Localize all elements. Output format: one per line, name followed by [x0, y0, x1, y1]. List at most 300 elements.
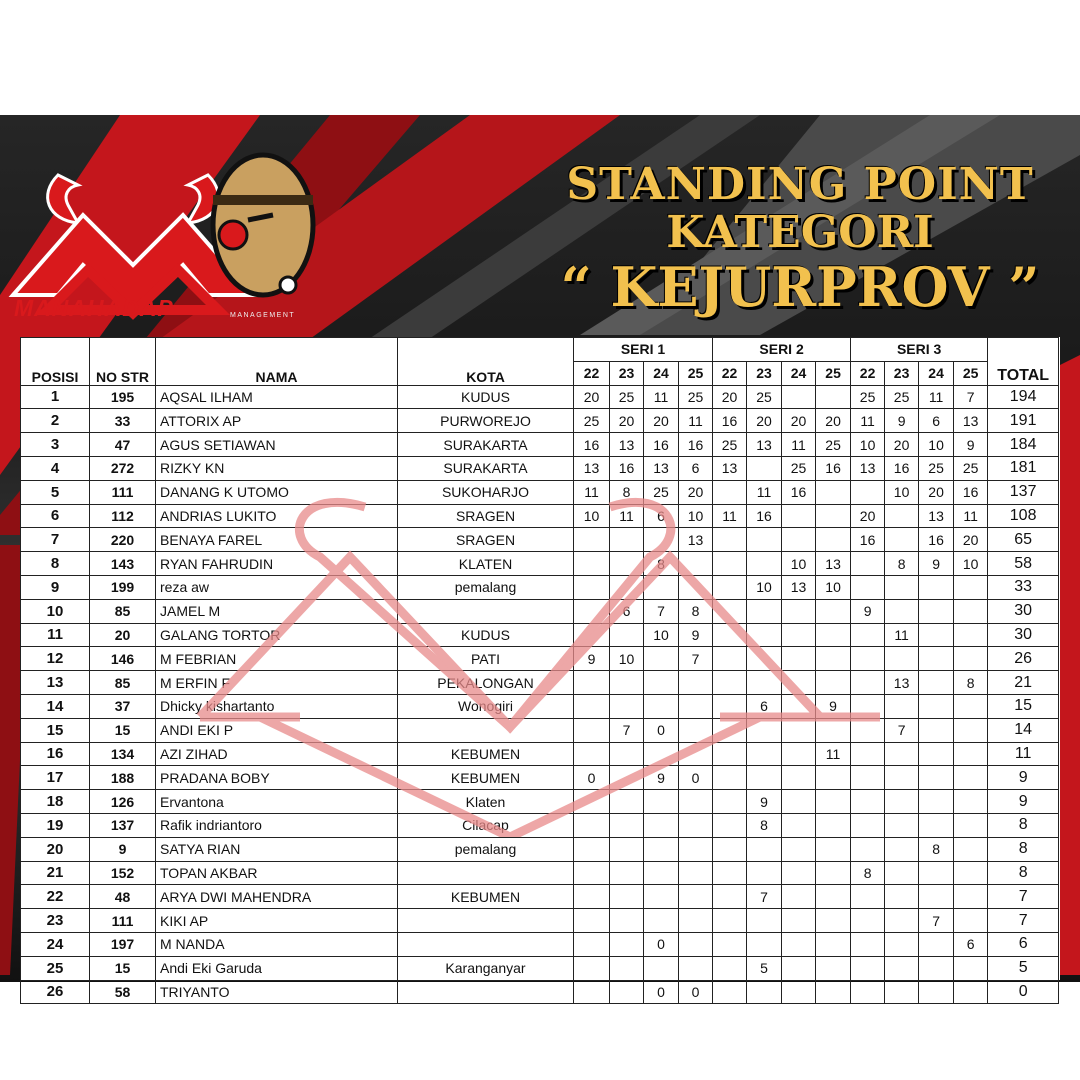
cell-kota: Klaten [398, 790, 574, 814]
cell-score: 20 [954, 528, 988, 552]
table-row [21, 742, 1059, 766]
cell-score [919, 671, 954, 695]
cell-score [851, 813, 885, 837]
cell-score: 8 [610, 480, 644, 504]
cell-posisi: 7 [21, 528, 90, 552]
cell-score [644, 742, 679, 766]
cell-score [885, 932, 919, 956]
cell-score [574, 956, 610, 980]
cell-nama: M NANDA [156, 932, 398, 956]
cell-score [816, 647, 851, 671]
cell-score: 6 [919, 409, 954, 433]
cell-score [851, 956, 885, 980]
cell-score [954, 694, 988, 718]
table-row [21, 647, 1059, 671]
cell-score: 20 [610, 409, 644, 433]
cell-posisi: 3 [21, 433, 90, 457]
cell-score [574, 909, 610, 933]
cell-score [782, 980, 816, 1004]
cell-nama: AZI ZIHAD [156, 742, 398, 766]
table-body [21, 385, 1059, 1004]
cell-score [644, 647, 679, 671]
cell-score [885, 813, 919, 837]
cell-nama: SATYA RIAN [156, 837, 398, 861]
cell-score [816, 671, 851, 695]
cell-score: 9 [885, 409, 919, 433]
cell-nama: KIKI AP [156, 909, 398, 933]
cell-score [713, 742, 747, 766]
cell-total: 9 [988, 766, 1059, 790]
cell-nama: GALANG TORTOR [156, 623, 398, 647]
cell-score [954, 623, 988, 647]
cell-score: 13 [919, 504, 954, 528]
cell-score: 11 [782, 433, 816, 457]
cell-score [574, 599, 610, 623]
cell-posisi: 4 [21, 456, 90, 480]
cell-nama: ATTORIX AP [156, 409, 398, 433]
cell-score [816, 599, 851, 623]
cell-kota: SUKOHARJO [398, 480, 574, 504]
header-seri-2: SERI 2 [713, 338, 851, 362]
cell-kota: pemalang [398, 575, 574, 599]
cell-score [713, 813, 747, 837]
cell-posisi: 18 [21, 790, 90, 814]
cell-total: 30 [988, 623, 1059, 647]
cell-score [919, 861, 954, 885]
header-round: 25 [954, 361, 988, 385]
cell-score [851, 647, 885, 671]
cell-total: 21 [988, 671, 1059, 695]
header-round: 23 [885, 361, 919, 385]
cell-score [782, 909, 816, 933]
cell-score: 10 [574, 504, 610, 528]
cell-score [851, 623, 885, 647]
brand-name: MANAHADAP [14, 295, 174, 321]
cell-total: 9 [988, 790, 1059, 814]
cell-score [816, 861, 851, 885]
cell-score [885, 575, 919, 599]
cell-score: 0 [679, 766, 713, 790]
cell-kota: KUDUS [398, 623, 574, 647]
cell-score [747, 909, 782, 933]
cell-score [713, 790, 747, 814]
cell-total: 7 [988, 885, 1059, 909]
cell-score [713, 575, 747, 599]
cell-kota: KEBUMEN [398, 742, 574, 766]
table-row [21, 980, 1059, 1004]
table-row [21, 528, 1059, 552]
cell-score: 25 [610, 385, 644, 409]
header-seri-1: SERI 1 [574, 338, 713, 362]
cell-score [713, 480, 747, 504]
cell-kota: PEKALONGAN [398, 671, 574, 695]
cell-score: 25 [816, 433, 851, 457]
cell-posisi: 12 [21, 647, 90, 671]
cell-no-str: 47 [90, 433, 156, 457]
cell-score: 11 [644, 385, 679, 409]
cell-score [574, 980, 610, 1004]
cell-score: 11 [574, 480, 610, 504]
cell-score [816, 385, 851, 409]
cell-score: 20 [574, 385, 610, 409]
table-row [21, 409, 1059, 433]
cell-score [885, 837, 919, 861]
cell-score [713, 528, 747, 552]
cell-kota: KEBUMEN [398, 766, 574, 790]
table-row [21, 766, 1059, 790]
cell-posisi: 23 [21, 909, 90, 933]
cell-score: 10 [851, 433, 885, 457]
cell-score [885, 885, 919, 909]
cell-score [747, 861, 782, 885]
table-header [21, 338, 1059, 386]
cell-score [885, 647, 919, 671]
cell-score: 13 [574, 456, 610, 480]
cell-score: 11 [885, 623, 919, 647]
title-line-1: STANDING POINT [566, 159, 1034, 210]
cell-score [644, 671, 679, 695]
cell-score: 9 [574, 647, 610, 671]
cell-score [885, 599, 919, 623]
cell-posisi: 1 [21, 385, 90, 409]
cell-kota: PATI [398, 647, 574, 671]
cell-score [919, 742, 954, 766]
cell-score [574, 885, 610, 909]
header-total: TOTAL [988, 338, 1059, 386]
cell-score [816, 528, 851, 552]
cell-score [782, 385, 816, 409]
cell-total: 11 [988, 742, 1059, 766]
cell-score [851, 742, 885, 766]
cell-score [747, 647, 782, 671]
cell-score [919, 932, 954, 956]
cell-posisi: 11 [21, 623, 90, 647]
cell-score [679, 694, 713, 718]
brand-subtitle: MANAGEMENT [230, 312, 296, 319]
table-row [21, 932, 1059, 956]
cell-score [954, 575, 988, 599]
cell-posisi: 15 [21, 718, 90, 742]
cell-score [679, 790, 713, 814]
cell-total: 7 [988, 909, 1059, 933]
cell-score [919, 718, 954, 742]
cell-score: 16 [747, 504, 782, 528]
cell-score: 13 [851, 456, 885, 480]
table-row [21, 575, 1059, 599]
cell-score: 20 [679, 480, 713, 504]
cell-score [644, 813, 679, 837]
cell-score [747, 623, 782, 647]
cell-score [644, 885, 679, 909]
cell-score [885, 956, 919, 980]
cell-score [574, 790, 610, 814]
cell-score [747, 766, 782, 790]
cell-score: 10 [816, 575, 851, 599]
cell-score [747, 552, 782, 576]
page-title [540, 160, 1060, 318]
cell-nama: reza aw [156, 575, 398, 599]
cell-nama: Andi Eki Garuda [156, 956, 398, 980]
cell-score: 13 [713, 456, 747, 480]
cell-posisi: 14 [21, 694, 90, 718]
cell-no-str: 126 [90, 790, 156, 814]
cell-score: 25 [851, 385, 885, 409]
cell-score [713, 599, 747, 623]
cell-score [954, 861, 988, 885]
cell-score: 16 [885, 456, 919, 480]
cell-score [851, 980, 885, 1004]
cell-score [574, 694, 610, 718]
cell-score [610, 528, 644, 552]
cell-score [816, 766, 851, 790]
header-seri-3: SERI 3 [851, 338, 988, 362]
cell-score [610, 766, 644, 790]
cell-score [574, 718, 610, 742]
cell-score: 11 [713, 504, 747, 528]
cell-total: 184 [988, 433, 1059, 457]
header-round: 24 [919, 361, 954, 385]
cell-score [782, 861, 816, 885]
cell-score: 16 [679, 433, 713, 457]
cell-no-str: 85 [90, 599, 156, 623]
header-round: 22 [574, 361, 610, 385]
cell-score: 10 [610, 647, 644, 671]
cell-nama: TOPAN AKBAR [156, 861, 398, 885]
cell-no-str: 197 [90, 932, 156, 956]
cell-score [885, 909, 919, 933]
cell-score [954, 980, 988, 1004]
cell-score [574, 861, 610, 885]
cell-score: 9 [851, 599, 885, 623]
cell-kota [398, 718, 574, 742]
cell-score [885, 790, 919, 814]
cell-no-str: 58 [90, 980, 156, 1004]
cell-no-str: 111 [90, 909, 156, 933]
cell-score: 7 [954, 385, 988, 409]
cell-score [782, 956, 816, 980]
cell-kota: SURAKARTA [398, 456, 574, 480]
cell-score: 16 [954, 480, 988, 504]
cell-score [644, 528, 679, 552]
cell-score [885, 861, 919, 885]
cell-nama: AGUS SETIAWAN [156, 433, 398, 457]
cell-no-str: 143 [90, 552, 156, 576]
cell-score [782, 599, 816, 623]
cell-score: 20 [747, 409, 782, 433]
cell-score: 13 [816, 552, 851, 576]
cell-no-str: 152 [90, 861, 156, 885]
cell-score [713, 980, 747, 1004]
cell-nama: AQSAL ILHAM [156, 385, 398, 409]
cell-score: 25 [954, 456, 988, 480]
cell-score: 0 [574, 766, 610, 790]
table-row [21, 861, 1059, 885]
table-row [21, 456, 1059, 480]
cell-score: 0 [644, 932, 679, 956]
cell-kota: PURWOREJO [398, 409, 574, 433]
cell-score: 7 [919, 909, 954, 933]
cell-score: 10 [954, 552, 988, 576]
cell-score: 7 [679, 647, 713, 671]
cell-total: 194 [988, 385, 1059, 409]
table-row [21, 909, 1059, 933]
cell-score [851, 718, 885, 742]
cell-score [747, 599, 782, 623]
cell-score: 25 [644, 480, 679, 504]
cell-score [919, 980, 954, 1004]
cell-score [782, 718, 816, 742]
table-row [21, 623, 1059, 647]
cell-no-str: 85 [90, 671, 156, 695]
cell-score [713, 837, 747, 861]
cell-score: 9 [954, 433, 988, 457]
cell-score: 9 [747, 790, 782, 814]
cell-score [610, 742, 644, 766]
cell-total: 191 [988, 409, 1059, 433]
cell-score: 20 [851, 504, 885, 528]
cell-score [679, 742, 713, 766]
cell-score [713, 623, 747, 647]
cell-score [610, 909, 644, 933]
cell-total: 6 [988, 932, 1059, 956]
cell-score [919, 575, 954, 599]
cell-score [713, 909, 747, 933]
cell-score: 25 [574, 409, 610, 433]
cell-score [782, 813, 816, 837]
table-row [21, 837, 1059, 861]
cell-score: 7 [747, 885, 782, 909]
cell-score [610, 837, 644, 861]
cell-total: 8 [988, 837, 1059, 861]
cell-score [919, 694, 954, 718]
cell-no-str: 188 [90, 766, 156, 790]
cell-score [851, 885, 885, 909]
cell-score: 10 [679, 504, 713, 528]
cell-score [644, 837, 679, 861]
cell-score [644, 575, 679, 599]
cell-score [679, 932, 713, 956]
cell-total: 137 [988, 480, 1059, 504]
cell-kota: KEBUMEN [398, 885, 574, 909]
cell-score: 8 [885, 552, 919, 576]
cell-score [851, 790, 885, 814]
cell-score: 10 [747, 575, 782, 599]
cell-score [574, 742, 610, 766]
cell-score [782, 932, 816, 956]
cell-score [782, 837, 816, 861]
table-row [21, 385, 1059, 409]
cell-score: 0 [644, 718, 679, 742]
cell-kota: KUDUS [398, 385, 574, 409]
cell-total: 30 [988, 599, 1059, 623]
cell-score [713, 956, 747, 980]
cell-posisi: 22 [21, 885, 90, 909]
cell-no-str: 20 [90, 623, 156, 647]
cell-score [574, 528, 610, 552]
cell-score: 7 [644, 599, 679, 623]
cell-nama: RIZKY KN [156, 456, 398, 480]
cell-score [747, 456, 782, 480]
cell-score: 11 [679, 409, 713, 433]
cell-score [747, 671, 782, 695]
cell-score: 13 [610, 433, 644, 457]
cell-score [747, 837, 782, 861]
cell-score: 25 [679, 385, 713, 409]
table-row [21, 433, 1059, 457]
cell-score [574, 552, 610, 576]
cell-score: 9 [919, 552, 954, 576]
cell-score [713, 671, 747, 695]
cell-score: 7 [610, 718, 644, 742]
cell-total: 5 [988, 956, 1059, 980]
cell-score [885, 980, 919, 1004]
cell-total: 108 [988, 504, 1059, 528]
cell-posisi: 16 [21, 742, 90, 766]
header-round: 24 [782, 361, 816, 385]
cell-posisi: 25 [21, 956, 90, 980]
cell-score [782, 504, 816, 528]
cell-posisi: 6 [21, 504, 90, 528]
cell-score: 25 [919, 456, 954, 480]
cell-score [954, 599, 988, 623]
cell-kota [398, 932, 574, 956]
cell-score: 10 [885, 480, 919, 504]
cell-score: 6 [679, 456, 713, 480]
cell-score: 0 [644, 980, 679, 1004]
cell-score: 9 [816, 694, 851, 718]
cell-posisi: 26 [21, 980, 90, 1004]
cell-score [782, 766, 816, 790]
cell-score: 9 [679, 623, 713, 647]
cell-score: 11 [851, 409, 885, 433]
cell-score: 13 [954, 409, 988, 433]
cell-score: 25 [885, 385, 919, 409]
cell-score [644, 861, 679, 885]
cell-nama: ANDRIAS LUKITO [156, 504, 398, 528]
cell-score [885, 766, 919, 790]
cell-score [885, 742, 919, 766]
cell-score: 16 [574, 433, 610, 457]
cell-score: 20 [713, 385, 747, 409]
cell-score: 6 [747, 694, 782, 718]
cell-score [713, 885, 747, 909]
cell-score [816, 623, 851, 647]
cell-score [954, 742, 988, 766]
cell-score [610, 813, 644, 837]
table-row [21, 694, 1059, 718]
cell-score: 20 [782, 409, 816, 433]
cell-score: 11 [954, 504, 988, 528]
cell-score [782, 647, 816, 671]
cell-posisi: 19 [21, 813, 90, 837]
cell-kota [398, 861, 574, 885]
cell-no-str: 134 [90, 742, 156, 766]
cell-score: 20 [816, 409, 851, 433]
cell-score: 13 [679, 528, 713, 552]
cell-score [954, 718, 988, 742]
cell-no-str: 48 [90, 885, 156, 909]
cell-score: 10 [644, 623, 679, 647]
cell-nama: BENAYA FAREL [156, 528, 398, 552]
cell-score [919, 599, 954, 623]
cell-score: 13 [747, 433, 782, 457]
cell-nama: RYAN FAHRUDIN [156, 552, 398, 576]
cell-score [885, 504, 919, 528]
cell-score [679, 956, 713, 980]
cell-score [851, 909, 885, 933]
cell-total: 33 [988, 575, 1059, 599]
header-round: 22 [851, 361, 885, 385]
